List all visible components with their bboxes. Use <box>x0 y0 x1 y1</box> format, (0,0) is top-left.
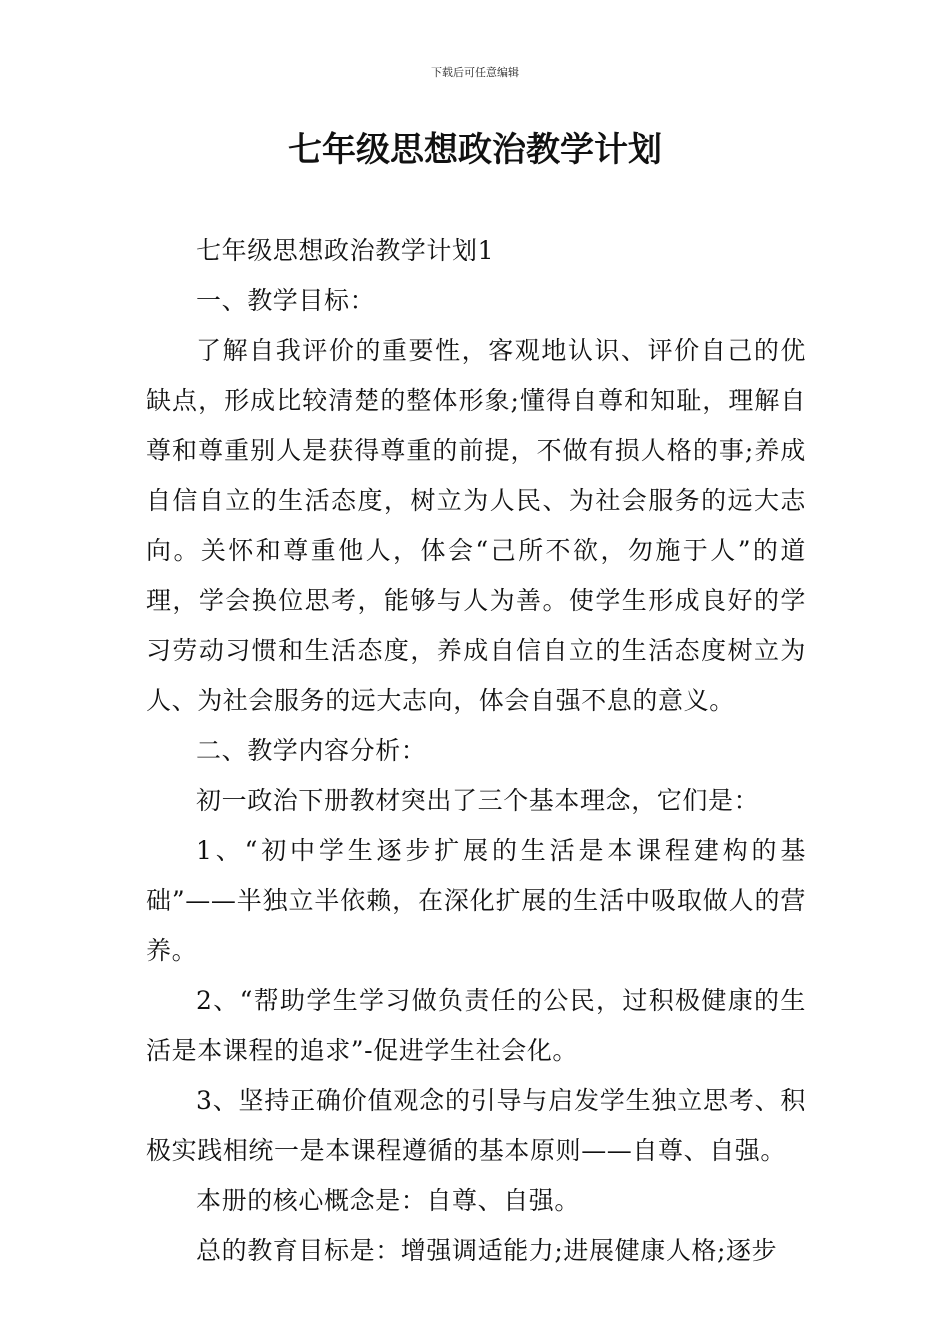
concept-item-2: 2、“帮助学生学习做负责任的公民，过积极健康的生活是本课程的追求”-促进学生社会化。 <box>146 986 806 1065</box>
section-heading-goals: 一、教学目标： <box>196 286 376 315</box>
concept-item-3: 3、坚持正确价值观念的引导与启发学生独立思考、积极实践相统一是本课程遵循的基本原则——自尊、自强。 <box>146 1086 806 1165</box>
subtitle-paragraph: 七年级思想政治教学计划1 <box>196 236 495 265</box>
document-title: 七年级思想政治教学计划 <box>288 130 662 170</box>
document-body <box>146 226 806 1276</box>
concept-item-1: 1、“初中学生逐步扩展的生活是本课程建构的基础”——半独立半依赖，在深化扩展的生活中吸取做人的营养。 <box>146 836 806 965</box>
header-note: 下载后可任意编辑 <box>431 66 519 79</box>
overall-goal-paragraph: 总的教育目标是：增强调适能力;进展健康人格;逐步 <box>196 1236 778 1265</box>
section-heading-content: 二、教学内容分析： <box>196 736 427 765</box>
content-intro-paragraph: 初一政治下册教材突出了三个基本理念，它们是： <box>196 786 760 815</box>
core-concept-paragraph: 本册的核心概念是：自尊、自强。 <box>196 1186 581 1215</box>
goals-paragraph: 了解自我评价的重要性，客观地认识、评价自己的优缺点，形成比较清楚的整体形象;懂得自尊和知耻，理解自尊和尊重别人是获得尊重的前提，不做有损人格的事;养成自信自立的生活态度，树立为人民、为社会服务的远大志向。关怀和尊重他人，体会“己所不欲，勿施于人”的道理，学会换位思考，能够与人为善。使学生形成良好的学习劳动习惯和生活态度，养成自信自立的生活态度树立为人、为社会服务的远大志向，体会自强不息的意义。 <box>146 336 806 715</box>
